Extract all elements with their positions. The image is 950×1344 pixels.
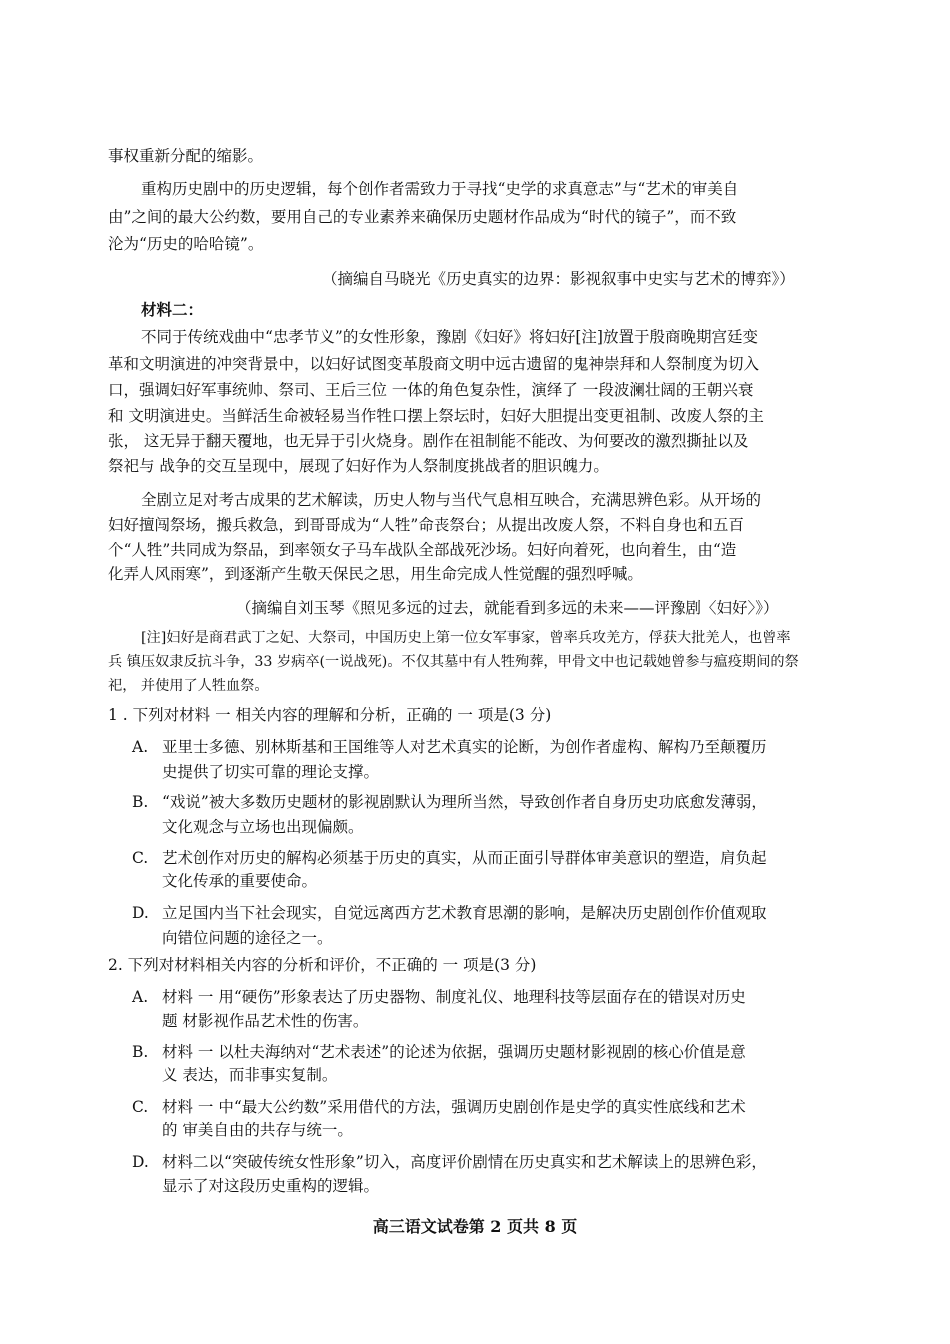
q1-option-c-text: 艺术创作对历史的解构必须基于历史的真实，从而正面引导群体审美意识的塑造，肩负起 bbox=[162, 849, 767, 867]
source-citation: （摘编自刘玉琴《照见多远的过去，就能看到多远的未来——评豫剧〈妇好〉》） bbox=[236, 599, 779, 617]
q2-option-b-letter: B. bbox=[132, 1043, 149, 1061]
text-line: 重构历史剧中的历史逻辑，每个创作者需致力于寻找“史学的求真意志”与“艺术的审美自 bbox=[141, 180, 739, 198]
q1-option-c-text: 文化传承的重要使命。 bbox=[162, 872, 318, 890]
text-line: 沦为“历史的哈哈镜”。 bbox=[108, 235, 264, 253]
question-1-stem: 1 . 下列对材料 一 相关内容的理解和分析，正确的 一 项是(3 分) bbox=[108, 706, 552, 724]
section-heading: 材料二： bbox=[141, 300, 204, 319]
text-line: 和 文明演进史。当鲜活生命被轻易当作牲口摆上祭坛时，妇好大胆提出变更祖制、改废人祭的主 bbox=[108, 407, 764, 425]
text-line: 革和文明演进的冲突背景中，以妇好试图变革殷商文明中远古遗留的鬼神崇拜和人祭制度为切入 bbox=[108, 355, 760, 373]
text-line: 妇好擅闯祭场，搬兵救急，到哥哥成为“人牲”命丧祭台；从提出改废人祭，不料自身也和五百 bbox=[108, 516, 744, 534]
q2-option-d-text: 显示了对这段历史重构的逻辑。 bbox=[162, 1177, 380, 1195]
q1-option-b-text: “戏说”被大多数历史题材的影视剧默认为理所当然，导致创作者自身历史功底愈发薄弱， bbox=[162, 793, 767, 811]
q2-option-d-letter: D. bbox=[132, 1153, 149, 1171]
note-line: [注]妇好是商君武丁之妃、大祭司，中国历史上第一位女军事家，曾率兵攻羌方，俘获大批羌人，也曾率 bbox=[141, 630, 791, 646]
q1-option-c-letter: C. bbox=[132, 849, 149, 867]
q2-option-d-text: 材料二以“突破传统女性形象”切入，高度评价剧情在历史真实和艺术解读上的思辨色彩， bbox=[162, 1153, 767, 1171]
text-line: 口，强调妇好军事统帅、祭司、王后三位 一体的角色复杂性，演绎了 一段波澜壮阔的王朝兴衰 bbox=[108, 381, 754, 399]
q2-option-a-text: 题 材影视作品艺术性的伤害。 bbox=[162, 1012, 369, 1030]
q2-option-c-text: 材料 一 中“最大公约数”采用借代的方法，强调历史剧创作是史学的真实性底线和艺术 bbox=[162, 1098, 746, 1116]
text-line: 由”之间的最大公约数，要用自己的专业素养来确保历史题材作品成为“时代的镜子”，而不致 bbox=[108, 208, 737, 226]
q2-option-b-text: 材料 一 以杜夫海纳对“艺术表述”的论述为依据，强调历史题材影视剧的核心价值是意 bbox=[162, 1043, 746, 1061]
q2-option-c-letter: C. bbox=[132, 1098, 149, 1116]
text-line: 张， 这无异于翻天覆地，也无异于引火烧身。剧作在祖制能不能改、为何要改的激烈撕扯以及 bbox=[108, 432, 749, 450]
note-line: 祀， 并使用了人牲血祭。 bbox=[108, 678, 269, 694]
q2-option-b-text: 义 表达，而非事实复制。 bbox=[162, 1066, 338, 1084]
text-line: 全剧立足对考古成果的艺术解读，历史人物与当代气息相互映合，充满思辨色彩。从开场的 bbox=[141, 491, 762, 509]
q2-option-c-text: 的 审美自由的共存与统一。 bbox=[162, 1121, 353, 1139]
question-2-stem: 2. 下列对材料相关内容的分析和评价，不正确的 一 项是(3 分) bbox=[108, 956, 537, 974]
q2-option-a-letter: A. bbox=[132, 988, 149, 1006]
note-line: 兵 镇压奴隶反抗斗争，33 岁病卒(一说战死)。不仅其墓中有人牲殉葬，甲骨文中也记载她曾参与瘟疫期间的祭 bbox=[108, 654, 799, 670]
text-line: 个“人牲”共同成为祭品，到率领女子马车战队全部战死沙场。妇好向着死，也向着生，由“造 bbox=[108, 541, 737, 559]
text-line: 化弄人风雨寒”，到逐渐产生敬天保民之思，用生命完成人性觉醒的强烈呼喊。 bbox=[108, 565, 643, 583]
q1-option-d-letter: D. bbox=[132, 904, 149, 922]
q1-option-d-text: 向错位问题的途径之一。 bbox=[162, 929, 333, 947]
source-citation: （摘编自马晓光《历史真实的边界：影视叙事中史实与艺术的博弈》） bbox=[322, 270, 795, 288]
text-line: 祭祀与 战争的交互呈现中，展现了妇好作为人祭制度挑战者的胆识魄力。 bbox=[108, 457, 609, 475]
q1-option-b-text: 文化观念与立场也出现偏颇。 bbox=[162, 818, 364, 836]
q1-option-a-text: 亚里士多德、别林斯基和王国维等人对艺术真实的论断，为创作者虚构、解构乃至颠覆历 bbox=[162, 738, 767, 756]
text-line: 不同于传统戏曲中“忠孝节义”的女性形象，豫剧《妇好》将妇好[注]放置于殷商晚期宫廷变 bbox=[141, 328, 758, 346]
text-line: 事权重新分配的缩影。 bbox=[108, 147, 264, 165]
q1-option-a-text: 史提供了切实可靠的理论支撑。 bbox=[162, 763, 380, 781]
q1-option-a-letter: A. bbox=[132, 738, 149, 756]
q2-option-a-text: 材料 一 用“硬伤”形象表达了历史器物、制度礼仪、地理科技等层面存在的错误对历史 bbox=[162, 988, 746, 1006]
page-footer: 高三语文试卷第 2 页共 8 页 bbox=[372, 1217, 578, 1236]
q1-option-b-letter: B. bbox=[132, 793, 149, 811]
q1-option-d-text: 立足国内当下社会现实，自觉远离西方艺术教育思潮的影响，是解决历史剧创作价值观取 bbox=[162, 904, 767, 922]
